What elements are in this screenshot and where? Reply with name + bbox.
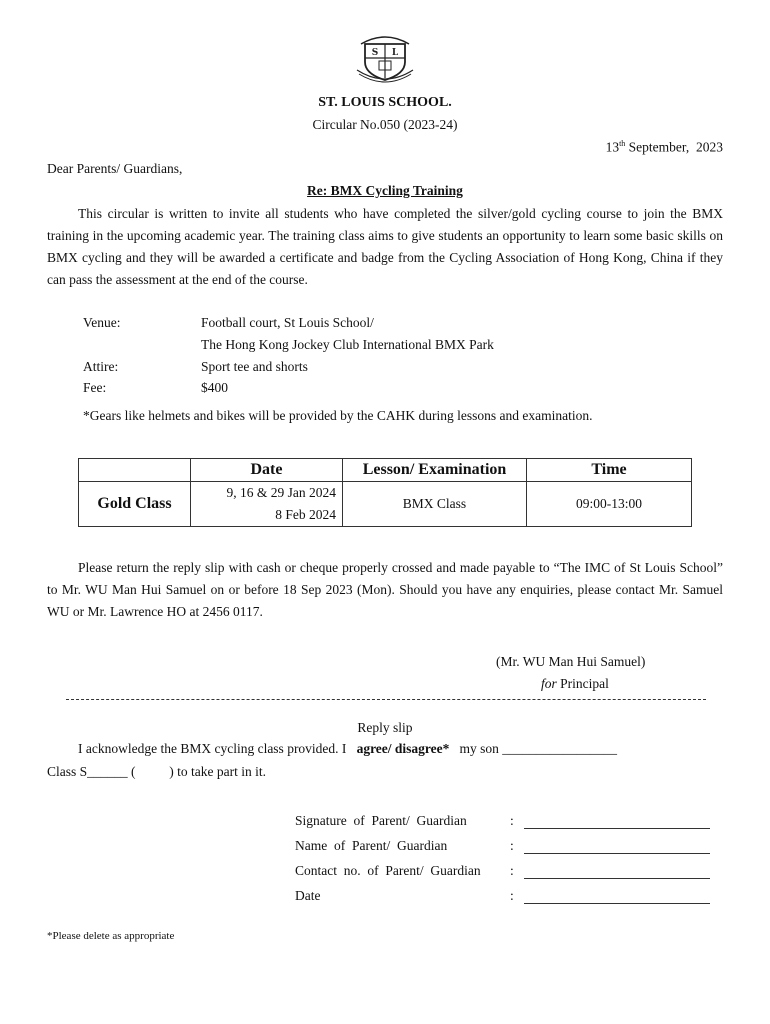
signature-colon: :	[510, 813, 514, 828]
school-name: ST. LOUIS SCHOOL.	[318, 95, 452, 110]
subject-line: Re: BMX Cycling Training	[307, 183, 463, 198]
table-header-lesson: Lesson/ Examination	[343, 459, 527, 482]
date-label: Date	[295, 888, 321, 903]
class-name-cell: Gold Class	[79, 482, 191, 527]
table-header-row	[79, 459, 692, 482]
ack-text: I acknowledge the BMX cycling class provided. I	[78, 741, 347, 756]
time-cell: 09:00-13:00	[527, 482, 692, 527]
fee-label: Fee:	[83, 380, 107, 395]
table-header-time: Time	[527, 459, 692, 482]
school-crest-logo	[355, 34, 415, 84]
class-schedule-table	[78, 458, 692, 527]
table-header-empty	[79, 459, 191, 482]
date-day: 13	[605, 139, 620, 155]
fee-value: $400	[201, 380, 228, 395]
class-line[interactable]: Class S______ ( ) to take part in it.	[47, 764, 266, 779]
signer-role	[541, 676, 609, 692]
parent-name-field[interactable]	[524, 839, 710, 854]
date-suffix: th	[619, 139, 626, 148]
attire-value: Sport tee and shorts	[201, 359, 308, 374]
gear-note: *Gears like helmets and bikes will be provided by the CAHK during lessons and examination.	[83, 408, 593, 423]
return-paragraph: Please return the reply slip with cash or cheque properly crossed and made payable to “The IMC of St Louis School” to Mr. WU Man Hui Samuel on or before 18 Sep 2023 (Mon). Should you have any enquiries, please contact Mr. Samuel WU or Mr. Lawrence HO at 2456 0117.	[47, 560, 723, 619]
signature-label: Signature of Parent/ Guardian	[295, 813, 467, 828]
svg-text:L: L	[391, 48, 399, 58]
son-name-blank[interactable]: my son _________________	[459, 741, 618, 756]
venue-label: Venue:	[83, 315, 121, 330]
for-word: for	[541, 676, 557, 691]
venue-value-line2: The Hong Kong Jockey Club International BMX Park	[201, 337, 494, 352]
lesson-cell: BMX Class	[343, 482, 527, 527]
table-header-date: Date	[191, 459, 343, 482]
date-line-2: 8 Feb 2024	[275, 507, 336, 522]
reply-slip-title: Reply slip	[357, 720, 413, 735]
date-line-1: 9, 16 & 29 Jan 2024	[226, 485, 336, 500]
venue-value-line1: Football court, St Louis School/	[201, 315, 374, 330]
date-field[interactable]	[524, 889, 710, 904]
circular-date	[606, 139, 723, 156]
circular-number: Circular No.050 (2023-24)	[312, 117, 458, 132]
contact-colon: :	[510, 863, 514, 878]
footnote: *Please delete as appropriate	[47, 930, 175, 942]
intro-paragraph: This circular is written to invite all students who have completed the silver/gold cycling course to join the BMX training in the upcoming academic year. The training class aims to give students an opportunity to learn some basic skills on BMX cycling and they will be awarded a certificate and badge from the Cycling Association of Hong Kong, China if they can pass the assessment at the end of the course.	[47, 206, 723, 287]
svg-text:S: S	[371, 48, 379, 58]
signer-name: (Mr. WU Man Hui Samuel)	[496, 654, 646, 669]
date-rest: September, 2023	[625, 139, 723, 155]
table-row	[79, 482, 692, 527]
signature-field[interactable]	[524, 814, 710, 829]
parent-name-label: Name of Parent/ Guardian	[295, 838, 448, 853]
role-text: Principal	[560, 676, 609, 691]
class-dates-cell	[191, 482, 343, 527]
cut-line-divider	[66, 699, 706, 700]
attire-label: Attire:	[83, 359, 119, 374]
date-colon: :	[510, 888, 514, 903]
agree-disagree-choice[interactable]: agree/ disagree*	[356, 741, 450, 756]
greeting: Dear Parents/ Guardians,	[47, 161, 183, 176]
contact-field[interactable]	[524, 864, 710, 879]
contact-label: Contact no. of Parent/ Guardian	[295, 863, 481, 878]
parent-name-colon: :	[510, 838, 514, 853]
acknowledgement-line	[78, 741, 617, 757]
